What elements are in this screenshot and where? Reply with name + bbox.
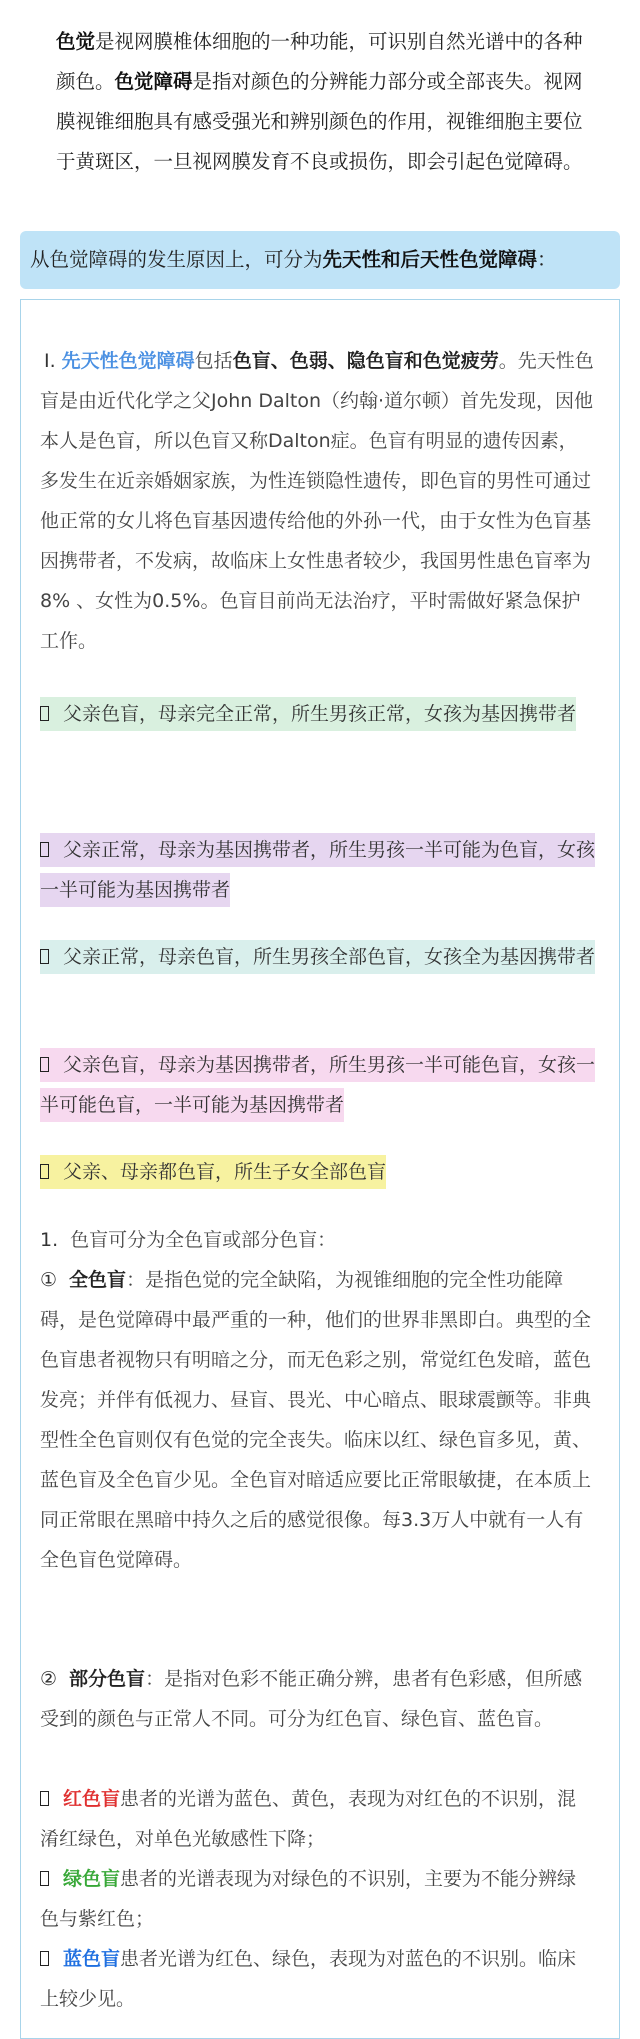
total-color-blindness [40,1260,595,1580]
congenital-term: 先天性色觉障碍 [61,350,195,372]
circled-two: ② [40,1668,58,1690]
partial-term: 部分色盲 [69,1668,146,1690]
inheritance-item-4 [40,1045,595,1125]
box-icon [40,1057,49,1072]
callout-end: ： [537,248,557,271]
partial-text: ：是指对色彩不能正确分辨，患者有色彩感，但所感受到的颜色与正常人不同。可分为红色盲、绿色盲、蓝色盲。 [40,1668,583,1730]
inheritance-item-3 [40,937,595,977]
total-term: 全色盲 [69,1269,127,1291]
callout-bold: 先天性和后天性色觉障碍 [322,248,538,271]
callout-text: 从色觉障碍的发生原因上，可分为 [30,248,323,271]
red-blindness [40,1779,595,1859]
section1-text-2: 。先天性色盲是由近代化学之父John Dalton（约翰·道尔顿）首先发现，因他本人是色盲，所以色盲又称Dalton症。色盲有明显的遗传因素，多发生在近亲婚姻家族，为性连锁隐性遗传，即色盲的男性可通过他正常的女儿将色盲基因遗传给他的外孙一代，由于女性为色盲基因携带者，不发病，故临床上女性患者较少，我国男性患色盲率为8% 、女性为0.5%。色盲目前尚无法治疗，平时需做好紧急保护工作。 [40,350,594,652]
classification-line [40,1220,595,1260]
inheritance-item-1 [40,694,595,734]
total-text: ：是指色觉的完全缺陷，为视锥细胞的完全性功能障碍，是色觉障碍中最严重的一种，他们的世界非黑即白。典型的全色盲患者视物只有明暗之分，而无色彩之别，常觉红色发暗，蓝色发亮；并伴有低视力、昼盲、畏光、中心暗点、眼球震颤等。非典型性全色盲则仅有色觉的完全丧失。临床以红、绿色盲多见，黄、蓝色盲及全色盲少见。全色盲对暗适应要比正常眼敏捷，在本质上同正常眼在黑暗中持久之后的感觉很像。每3.3万人中就有一人有全色盲色觉障碍。 [40,1269,592,1571]
section1-bold-list: 色盲、色弱、隐色盲和色觉疲劳 [232,350,499,372]
blue-text: 患者光谱为红色、绿色，表现为对蓝色的不识别。临床上较少见。 [40,1948,577,2010]
classification-number: 1. [40,1229,59,1251]
inheritance-text: 父亲正常，母亲为基因携带者，所生男孩一半可能为色盲，女孩一半可能为基因携带者 [40,839,596,901]
box-icon [40,1164,49,1179]
red-term: 红色盲 [63,1788,121,1810]
green-blindness [40,1859,595,1939]
term-color-vision: 色觉 [56,30,96,53]
intro-paragraph [56,22,596,182]
classification-callout [20,231,620,289]
box-icon [40,1871,49,1886]
term-color-vision-disorder: 色觉障碍 [114,70,193,93]
congenital-section [40,341,595,661]
inheritance-text: 父亲色盲，母亲完全正常，所生男孩正常，女孩为基因携带者 [63,703,577,725]
box-icon [40,1951,49,1966]
red-text: 患者的光谱为蓝色、黄色，表现为对红色的不识别，混淆红绿色，对单色光敏感性下降； [40,1788,577,1850]
box-icon [40,1791,49,1806]
blue-term: 蓝色盲 [63,1948,121,1970]
box-icon [40,842,49,857]
inheritance-text: 父亲色盲，母亲为基因携带者，所生男孩一半可能色盲，女孩一半可能色盲，一半可能为基因携带者 [40,1054,596,1116]
inheritance-text: 父亲正常，母亲色盲，所生男孩全部色盲，女孩全为基因携带者 [63,946,596,968]
box-icon [40,706,49,721]
intro-text-2: 是指对颜色的分辨能力部分或全部丧失。视网膜视锥细胞具有感受强光和辨别颜色的作用，视锥细胞主要位于黄斑区，一旦视网膜发育不良或损伤，即会引起色觉障碍。 [56,70,583,173]
circled-one: ① [40,1269,58,1291]
section1-text-1: 包括 [194,350,233,372]
inheritance-text: 父亲、母亲都色盲，所生子女全部色盲 [63,1161,387,1183]
green-text: 患者的光谱表现为对绿色的不识别，主要为不能分辨绿色与紫红色； [40,1868,577,1930]
inheritance-item-5 [40,1152,595,1192]
roman-numeral: Ⅰ. [44,350,56,372]
intro-text-1: 是视网膜椎体细胞的一种功能，可识别自然光谱中的各种颜色。 [56,30,583,93]
green-term: 绿色盲 [63,1868,121,1890]
classification-text: 色盲可分为全色盲或部分色盲： [70,1229,337,1251]
blue-blindness [40,1939,595,2019]
partial-color-blindness [40,1659,595,1739]
inheritance-item-2 [40,830,595,910]
box-icon [40,949,49,964]
